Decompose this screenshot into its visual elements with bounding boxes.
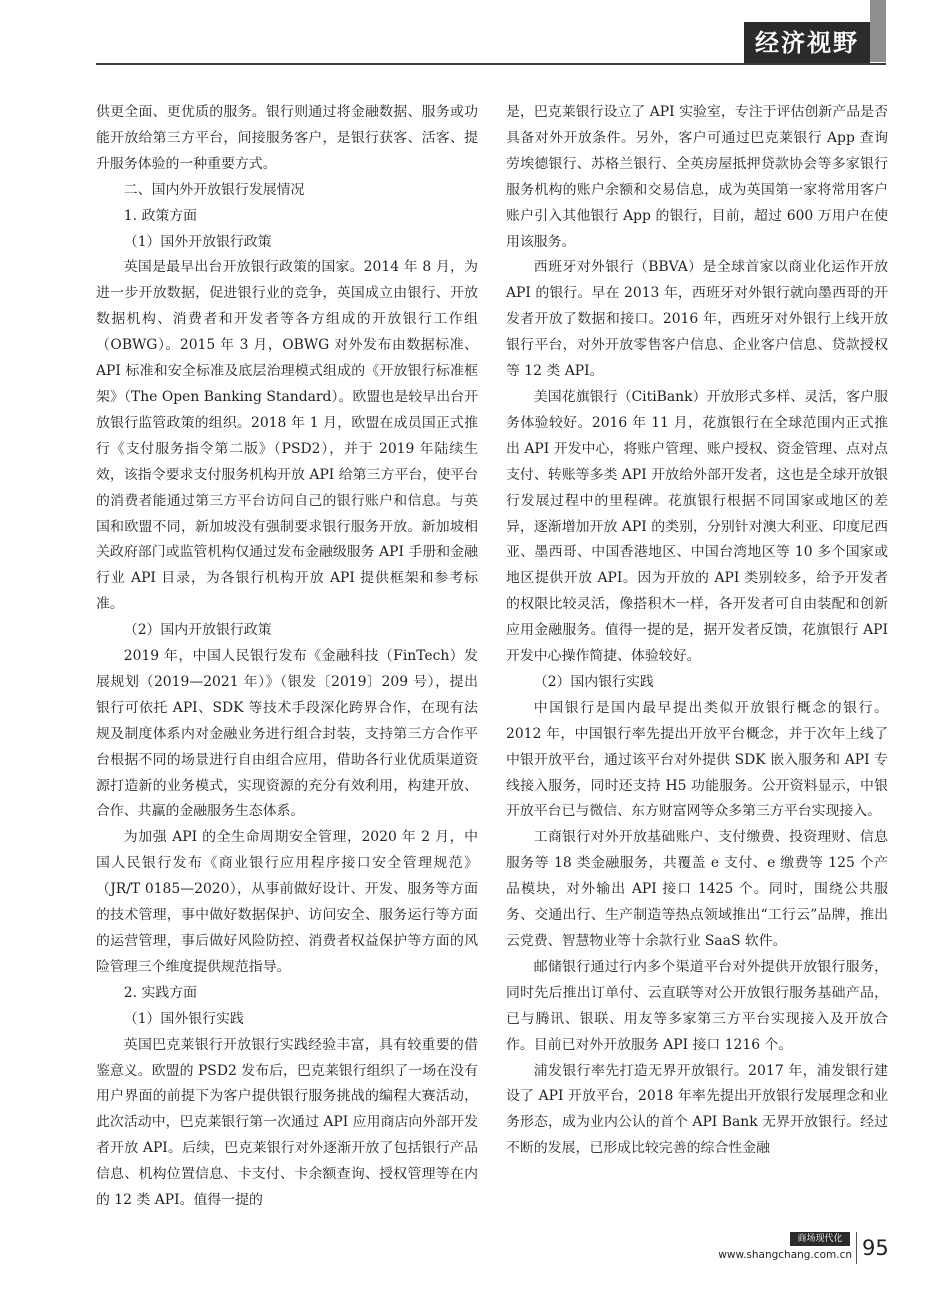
paragraph: 中国银行是国内最早提出类似开放银行概念的银行。2012 年，中国银行率先提出开放平台概念，并于次年上线了中银开放平台，通过该平台对外提供 SDK 嵌入服务和 API 专线接入服务，同时还支持 H5 功能服务。公开资料显示，中银开放平台已与微信、东方财富网等众多第三方平台实现接入。 <box>506 699 888 820</box>
header-rule <box>96 63 886 65</box>
section-title-banner: 经济视野 <box>744 22 870 64</box>
paragraph: 为加强 API 的全生命周期安全管理，2020 年 2 月，中国人民银行发布《商业银行应用程序接口安全管理规范》（JR/T 0185—2020），从事前做好设计、开发、服务等方面的技术管理，事中做好数据保护、访问安全、服务运行等方面的运营管理，事后做好风险防控、消费者权益保护等方面的风险管理三个维度提供规范指导。 <box>96 829 478 975</box>
section-heading: 二、国内外开放银行发展情况 <box>123 181 305 198</box>
paragraph: 邮储银行通过行内多个渠道平台对外提供开放银行服务，同时先后推出订单付、云直联等对公开放银行服务基础产品，已与腾讯、银联、用友等多家第三方平台实现接入及开放合作。目前已对外开放服务 API 接口 1216 个。 <box>506 958 888 1053</box>
page-number: 95 <box>862 1236 889 1260</box>
subsection-heading: 2. 实践方面 <box>123 984 198 1001</box>
subsection-heading: （1）国外银行实践 <box>123 1010 244 1027</box>
subsection-heading: （1）国外开放银行政策 <box>123 233 272 250</box>
paragraph: 工商银行对外开放基础账户、支付缴费、投资理财、信息服务等 18 类金融服务，共覆盖 e 支付、e 缴费等 125 个产品模块，对外输出 API 接口 1425 个。同时，围绕公共服务、交通出行、生产制造等热点领域推出“工行云”品牌，推出云党费、智慧物业等十余款行业 SaaS 软件。 <box>506 829 888 949</box>
subsection-heading: 1. 政策方面 <box>123 207 198 224</box>
paragraph: 美国花旗银行（CitiBank）开放形式多样、灵活，客户服务体验较好。2016 年 11 月，花旗银行在全球范围内正式推出 API 开发中心，将账户管理、账户授权、资金管理、点对点支付、转账等多类 API 开放给外部开发者，这也是全球开放银行发展过程中的里程碑。花旗银行根据不同国家或地区的差异，逐渐增加开放 API 的类别，分别针对澳大利亚、印度尼西亚、墨西哥、中国香港地区、中国台湾地区等 10 多个国家或地区提供开放 API。因为开放的 API 类别较多，给予开发者的权限比较灵活，像搭积木一样，各开发者可自由装配和创新应用金融服务。值得一提的是，据开发者反馈，花旗银行 API 开发中心操作简捷、体验较好。 <box>506 388 888 665</box>
paragraph: 英国是最早出台开放银行政策的国家。2014 年 8 月，为进一步开放数据，促进银行业的竞争，英国成立由银行、开放数据机构、消费者和开发者等各方组成的开放银行工作组（OBWG）。2015 年 3 月，OBWG 对外发布由数据标准、API 标准和安全标准及底层治理模式组成的《开放银行标准框架》（The Open Banking Standard）。欧盟也是较早出台开放银行监管政策的组织。2018 年 1 月，欧盟在成员国正式推行《支付服务指令第二版》（PSD2），并于 2019 年陆续生效，该指令要求支付服务机构开放 API 给第三方平台，使平台的消费者能通过第三方平台访问自己的银行账户和信息。与英国和欧盟不同，新加坡没有强制要求银行服务开放。新加坡相关政府部门或监管机构仅通过发布金融级服务 API 手册和金融行业 API 目录，为各银行机构开放 API 提供框架和参考标准。 <box>96 259 478 613</box>
left-text-column <box>96 100 478 1214</box>
website-url: www.shangchang.com.cn <box>718 1249 852 1261</box>
footer-divider <box>856 1232 857 1264</box>
paragraph: 2019 年，中国人民银行发布《金融科技（FinTech）发展规划（2019—2021 年）》（银发〔2019〕209 号），提出银行可依托 API、SDK 等技术手段深化跨界合作，在现有法规及制度体系内对金融业务进行组合封装，支持第三方合作平台根据不同的场景进行自由组合应用，借助各行业优质渠道资源打造新的业务模式，实现资源的充分有效利用，构建开放、合作、共赢的金融服务生态体系。 <box>96 648 478 820</box>
paragraph: 西班牙对外银行（BBVA）是全球首家以商业化运作开放 API 的银行。早在 2013 年，西班牙对外银行就向墨西哥的开发者开放了数据和接口。2016 年，西班牙对外银行上线开放银行平台，对外开放零售客户信息、企业客户信息、贷款授权等 12 类 API。 <box>506 259 888 380</box>
paragraph: 供更全面、更优质的服务。银行则通过将金融数据、服务或功能开放给第三方平台，间接服务客户，是银行获客、活客、提升服务体验的一种重要方式。 <box>96 104 478 172</box>
paragraph: 是，巴克莱银行设立了 API 实验室，专注于评估创新产品是否具备对外开放条件。另外，客户可通过巴克莱银行 App 查询劳埃德银行、苏格兰银行、全英房屋抵押贷款协会等多家银行服务机构的账户余额和交易信息，成为英国第一家将常用客户账户引入其他银行 App 的银行，目前，超过 600 万用户在使用该服务。 <box>506 104 888 250</box>
right-text-column <box>506 100 888 1162</box>
subsection-heading: （2）国内银行实践 <box>533 673 654 690</box>
paragraph: 英国巴克莱银行开放银行实践经验丰富，具有较重要的借鉴意义。欧盟的 PSD2 发布后，巴克莱银行组织了一场在没有用户界面的前提下为客户提供银行服务挑战的编程大赛活动，此次活动中，巴克莱银行第一次通过 API 应用商店向外部开发者开放 API。后续，巴克莱银行对外逐渐开放了包括银行产品信息、机构位置信息、卡支付、卡余额查询、授权管理等在内的 12 类 API。值得一提的 <box>96 1036 478 1209</box>
corner-accent-bar <box>870 0 886 62</box>
journal-logo: 商场现代化 <box>790 1232 850 1246</box>
paragraph: 浦发银行率先打造无界开放银行。2017 年，浦发银行建设了 API 开放平台，2018 年率先提出开放银行发展理念和业务形态，成为业内公认的首个 API Bank 无界开放银行。经过不断的发展，已形成比较完善的综合性金融 <box>506 1062 888 1157</box>
subsection-heading: （2）国内开放银行政策 <box>123 622 272 639</box>
